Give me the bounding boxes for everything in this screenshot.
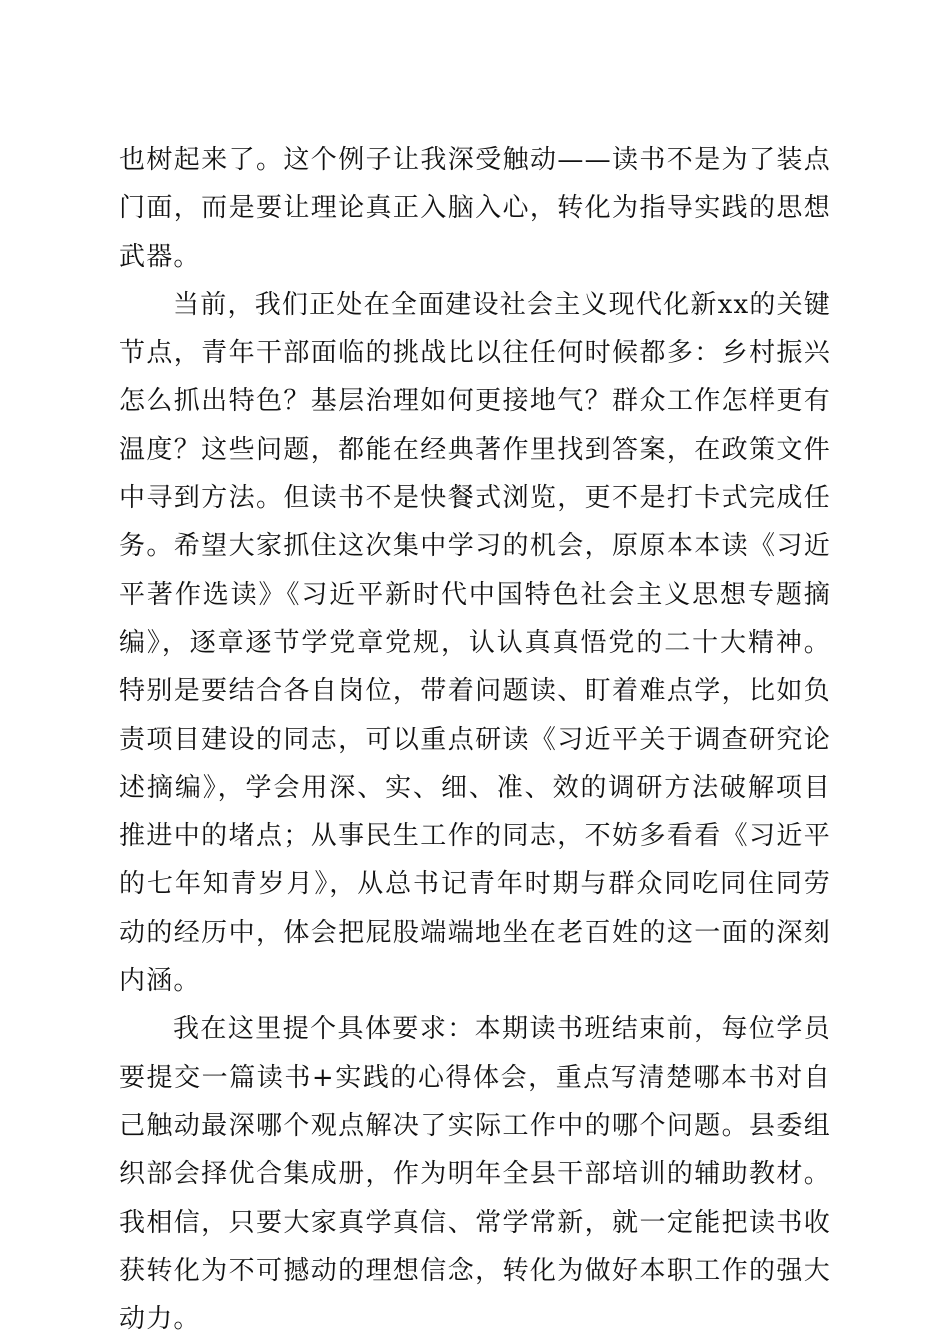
paragraph-continuation: 也树起来了。这个例子让我深受触动——读书不是为了装点门面，而是要让理论真正入脑入心，转化为指导实践的思想武器。 bbox=[119, 145, 831, 272]
document-body bbox=[119, 136, 831, 1343]
paragraph-specific-requirements: 我在这里提个具体要求：本期读书班结束前，每位学员要提交一篇读书+实践的心得体会，重点写清楚哪本书对自己触动最深哪个观点解决了实际工作中的哪个问题。县委组织部会择优合集成册，作为明年全县干部培训的辅助教材。我相信，只要大家真学真信、常学常新，就一定能把读书收获转化为不可撼动的理想信念，转化为做好本职工作的强大动力。 bbox=[119, 1014, 831, 1335]
paragraph-reading-guidance: 当前，我们正处在全面建设社会主义现代化新xx的关键节点，青年干部面临的挑战比以往任何时候都多：乡村振兴怎么抓出特色？基层治理如何更接地气？群众工作怎样更有温度？这些问题，都能在经典著作里找到答案，在政策文件中寻到方法。但读书不是快餐式浏览，更不是打卡式完成任务。希望大家抓住这次集中学习的机会，原原本本读《习近平著作选读》《习近平新时代中国特色社会主义思想专题摘编》，逐章逐节学党章党规，认认真真悟党的二十大精神。特别是要结合各自岗位，带着问题读、盯着难点学，比如负责项目建设的同志，可以重点研读《习近平关于调查研究论述摘编》，学会用深、实、细、准、效的调研方法破解项目推进中的堵点；从事民生工作的同志，不妨多看看《习近平的七年知青岁月》，从总书记青年时期与群众同吃同住同劳动的经历中，体会把屁股端端地坐在老百姓的这一面的深刻内涵。 bbox=[119, 289, 831, 997]
